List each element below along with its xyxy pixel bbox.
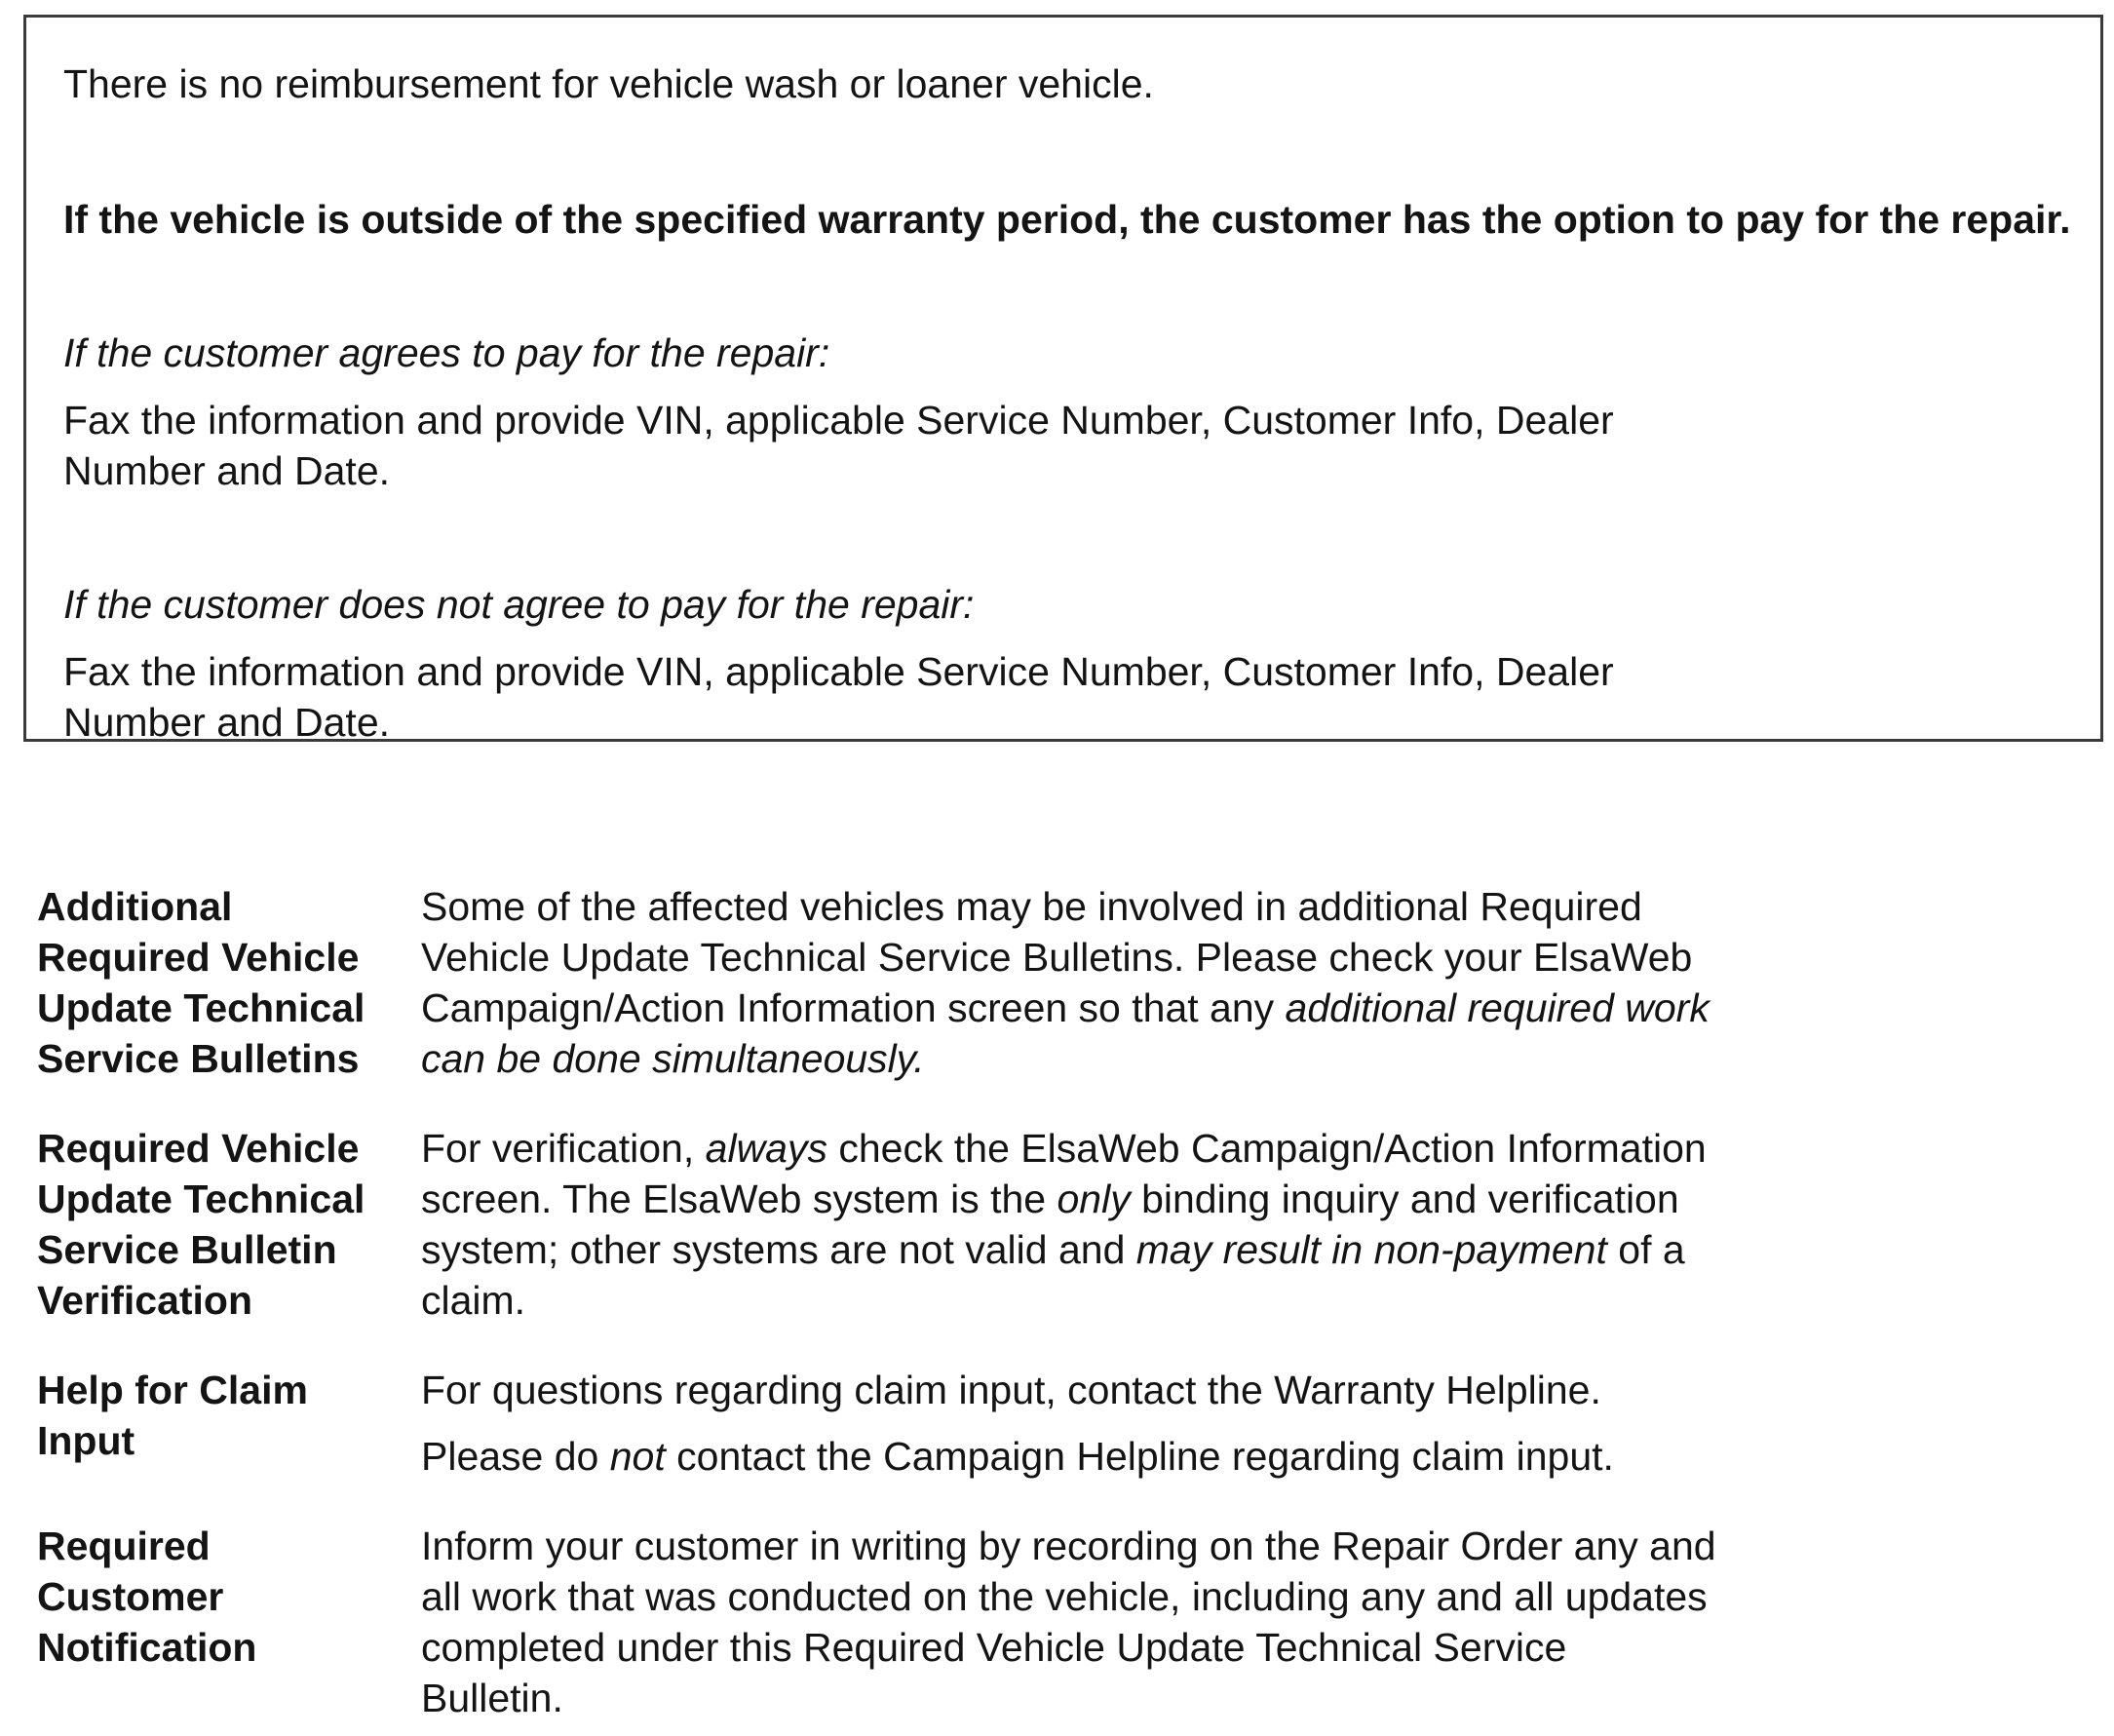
reimbursement-notice-box	[23, 15, 2103, 745]
body-text: check the ElsaWeb Campaign/Action Information	[826, 1126, 1707, 1171]
agrees-instructions	[63, 395, 1720, 496]
customer-notification-label	[37, 1521, 407, 1673]
body-line	[421, 1033, 1786, 1084]
label-line: Required	[37, 1524, 211, 1568]
emphasis-text: always	[705, 1126, 827, 1171]
body-line: Inform your customer in writing by recording on the Repair Order any and	[421, 1524, 1716, 1568]
additional-bulletins-label	[37, 881, 407, 1084]
body-text: of a	[1606, 1227, 1685, 1272]
label-line: Required Vehicle	[37, 1126, 360, 1171]
label-line: Help for Claim	[37, 1368, 308, 1412]
not-agree-heading: If the customer does not agree to pay for the repair:	[63, 582, 975, 627]
body-line	[421, 1123, 1786, 1174]
label-line: Service Bulletin	[37, 1227, 337, 1272]
body-line	[421, 983, 1786, 1033]
body-text: system; other systems are not valid and	[421, 1227, 1136, 1272]
body-line: Some of the affected vehicles may be involved in additional Required	[421, 884, 1642, 929]
not-agree-instructions	[63, 646, 1720, 748]
label-line: Additional	[37, 884, 233, 929]
label-line: Service Bulletins	[37, 1036, 360, 1081]
emphasis-text: may result in non-payment	[1135, 1227, 1607, 1272]
label-line: Notification	[37, 1625, 257, 1670]
emphasis-text: additional required work	[1285, 985, 1710, 1030]
body-text: contact the Campaign Helpline regarding claim input.	[665, 1434, 1614, 1479]
agrees-line-2: Number and Date.	[63, 448, 391, 493]
label-line: Verification	[37, 1278, 253, 1323]
body-line: claim.	[421, 1278, 526, 1323]
label-line: Update Technical	[37, 1177, 365, 1221]
body-text: screen. The ElsaWeb system is the	[421, 1177, 1057, 1221]
label-line: Required Vehicle	[37, 935, 360, 980]
additional-bulletins-body	[421, 881, 1786, 1084]
not-agree-line-2: Number and Date.	[63, 700, 391, 745]
not-agree-line-1: Fax the information and provide VIN, applicable Service Number, Customer Info, Dealer	[63, 649, 1614, 694]
agrees-heading: If the customer agrees to pay for the repair:	[63, 330, 830, 375]
verification-label	[37, 1123, 407, 1326]
body-text: Campaign/Action Information screen so that any	[421, 985, 1286, 1030]
body-line	[421, 1431, 1786, 1482]
emphasis-text: only	[1057, 1177, 1131, 1221]
label-line: Customer	[37, 1574, 224, 1619]
body-line: Vehicle Update Technical Service Bulletins. Please check your ElsaWeb	[421, 935, 1693, 980]
body-text: Please do	[421, 1434, 610, 1479]
label-line: Update Technical	[37, 985, 365, 1030]
body-text: binding inquiry and verification	[1130, 1177, 1679, 1221]
verification-body	[421, 1123, 1786, 1326]
body-line: Bulletin.	[421, 1676, 563, 1720]
body-line	[421, 1224, 1786, 1275]
no-reimbursement-text: There is no reimbursement for vehicle wash or loaner vehicle.	[63, 61, 1154, 106]
emphasis-text: can be done simultaneously.	[421, 1036, 925, 1081]
agrees-line-1: Fax the information and provide VIN, applicable Service Number, Customer Info, Dealer	[63, 398, 1614, 443]
help-claim-input-body	[421, 1365, 1786, 1482]
help-claim-input-label	[37, 1365, 407, 1466]
outside-warranty-text: If the vehicle is outside of the specified warranty period, the customer has the option to pay for the repair.	[63, 197, 2071, 242]
body-line: completed under this Required Vehicle Update Technical Service	[421, 1625, 1567, 1670]
body-line: all work that was conducted on the vehicle, including any and all updates	[421, 1574, 1708, 1619]
body-line: For questions regarding claim input, contact the Warranty Helpline.	[421, 1368, 1601, 1412]
label-line: Input	[37, 1418, 135, 1463]
body-text: For verification,	[421, 1126, 706, 1171]
emphasis-text: not	[609, 1434, 666, 1479]
customer-notification-body	[421, 1521, 1786, 1723]
body-line	[421, 1174, 1786, 1224]
